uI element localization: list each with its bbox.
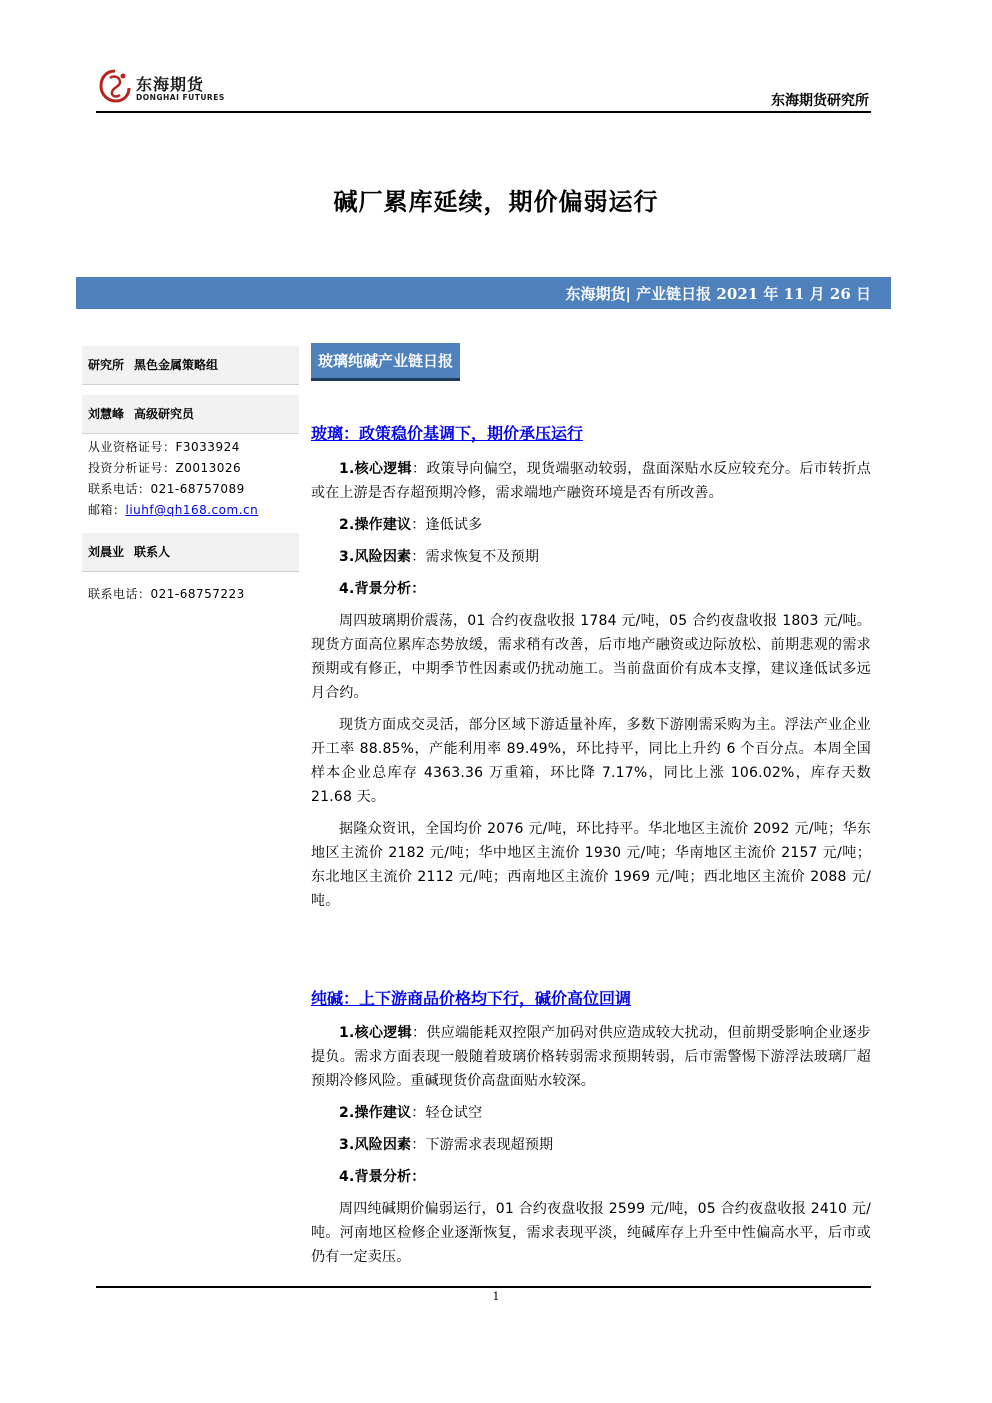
group-label: 黑色金属策略组	[134, 358, 219, 372]
soda-bg-label: 4.背景分析：	[339, 1169, 426, 1185]
soda-core-logic	[311, 1021, 871, 1093]
glass-advice-label: 2.操作建议	[339, 517, 412, 533]
glass-risk	[311, 545, 871, 569]
glass-advice-text: ：逢低试多	[411, 517, 483, 533]
contact-block	[82, 533, 299, 572]
email-line	[82, 500, 299, 521]
soda-logic-label: 1.核心逻辑	[339, 1025, 412, 1041]
dragon-logo-icon	[98, 68, 132, 104]
analyst-name: 刘慧峰	[88, 407, 125, 421]
soda-section	[311, 1021, 871, 1269]
soda-risk-label: 3.风险因素	[339, 1137, 412, 1153]
glass-background-1: 周四玻璃期价震荡，01 合约夜盘收报 1784 元/吨，05 合约夜盘收报 1803 元/吨。现货方面高位累库态势放缓，需求稍有改善，后市地产融资或边际放松、前期悲观的需求预期或有修正，中期季节性因素或仍扰动施工。当前盘面价有成本支撑，建议逢低试多远月合约。	[311, 613, 871, 701]
report-tag: 玻璃纯碱产业链日报	[311, 343, 460, 381]
glass-core-logic	[311, 457, 871, 505]
page-number: 1	[492, 1290, 500, 1303]
analyst-block	[82, 395, 299, 434]
institute-name: 东海期货研究所	[771, 93, 869, 109]
soda-background-1: 周四纯碱期价偏弱运行，01 合约夜盘收报 2599 元/吨，05 合约夜盘收报 2410 元/吨。河南地区检修企业逐渐恢复，需求表现平淡，纯碱库存上升至中性偏高水平，后市或仍有一定卖压。	[311, 1201, 871, 1265]
qualification-number: 从业资格证号：F3033924	[88, 440, 240, 454]
company-logo	[98, 68, 228, 106]
email-label: 邮箱：	[88, 503, 126, 517]
report-body	[311, 343, 871, 1265]
glass-advice	[311, 513, 871, 537]
author-sidebar	[82, 346, 299, 605]
glass-logic-text: ：政策导向偏空，现货端驱动较弱，盘面深贴水反应较充分。后市转折点或在上游是否存超预期冷修，需求端地产融资环境是否有所改善。	[311, 461, 871, 501]
soda-advice-text: ：轻仓试空	[411, 1105, 483, 1121]
soda-logic-text: ：供应端能耗双控限产加码对供应造成较大扰动，但前期受影响企业逐步提负。需求方面表现一般随着玻璃价格转弱需求预期转弱，后市需警惕下游浮法玻璃厂超预期冷修风险。重碱现货价高盘面贴水较深。	[311, 1025, 871, 1089]
analyst-role: 高级研究员	[134, 407, 195, 421]
page-title: 碱厂累库延续，期价偏弱运行	[333, 187, 659, 216]
header-rule	[96, 111, 871, 113]
glass-bg-label: 4.背景分析：	[339, 581, 426, 597]
contact-role: 联系人	[134, 545, 171, 559]
glass-background-2: 现货方面成交灵活，部分区域下游适量补库，多数下游刚需采购为主。浮法产业企业开工率 88.85%，产能利用率 89.49%，环比持平，同比上升约 6 个百分点。本周全国样本企业总库存 4363.36 万重箱，环比降 7.17%，同比上涨 106.02%，库存天数 21.68 天。	[311, 717, 871, 805]
soda-section-title[interactable]: 纯碱：上下游商品价格均下行，碱价高位回调	[311, 989, 632, 1008]
soda-risk	[311, 1133, 871, 1157]
soda-background-heading	[311, 1165, 871, 1189]
banner-text: 东海期货| 产业链日报 2021 年 11 月 26 日	[565, 285, 871, 303]
soda-advice-label: 2.操作建议	[339, 1105, 412, 1121]
glass-risk-label: 3.风险因素	[339, 549, 412, 565]
soda-risk-text: ：下游需求表现超预期	[411, 1137, 554, 1153]
soda-advice	[311, 1101, 871, 1125]
department-label: 研究所	[88, 358, 125, 372]
contact-phone: 联系电话：021-68757223	[88, 587, 245, 601]
analyst-phone: 联系电话：021-68757089	[88, 482, 245, 496]
contact-name: 刘晨业	[88, 545, 125, 559]
investment-cert-number: 投资分析证号：Z0013026	[88, 461, 242, 475]
glass-background-heading	[311, 577, 871, 601]
department-block	[82, 346, 299, 385]
glass-logic-label: 1.核心逻辑	[339, 461, 412, 477]
glass-background-3: 据隆众资讯，全国均价 2076 元/吨，环比持平。华北地区主流价 2092 元/吨；华东地区主流价 2182 元/吨；华中地区主流价 1930 元/吨；华南地区主流价 2157 元/吨；东北地区主流价 2112 元/吨；西南地区主流价 1969 元/吨；西北地区主流价 2088 元/吨。	[311, 821, 871, 909]
logo-chinese-text: 东海期货	[136, 75, 205, 94]
glass-section-title[interactable]: 玻璃：政策稳价基调下，期价承压运行	[311, 424, 584, 443]
glass-section	[311, 457, 871, 913]
glass-risk-text: ：需求恢复不及预期	[411, 549, 540, 565]
email-link[interactable]: liuhf@qh168.com.cn	[125, 503, 259, 517]
footer-rule	[96, 1286, 871, 1288]
logo-english-text: DONGHAI FUTURES	[136, 93, 225, 102]
report-banner	[76, 277, 891, 309]
